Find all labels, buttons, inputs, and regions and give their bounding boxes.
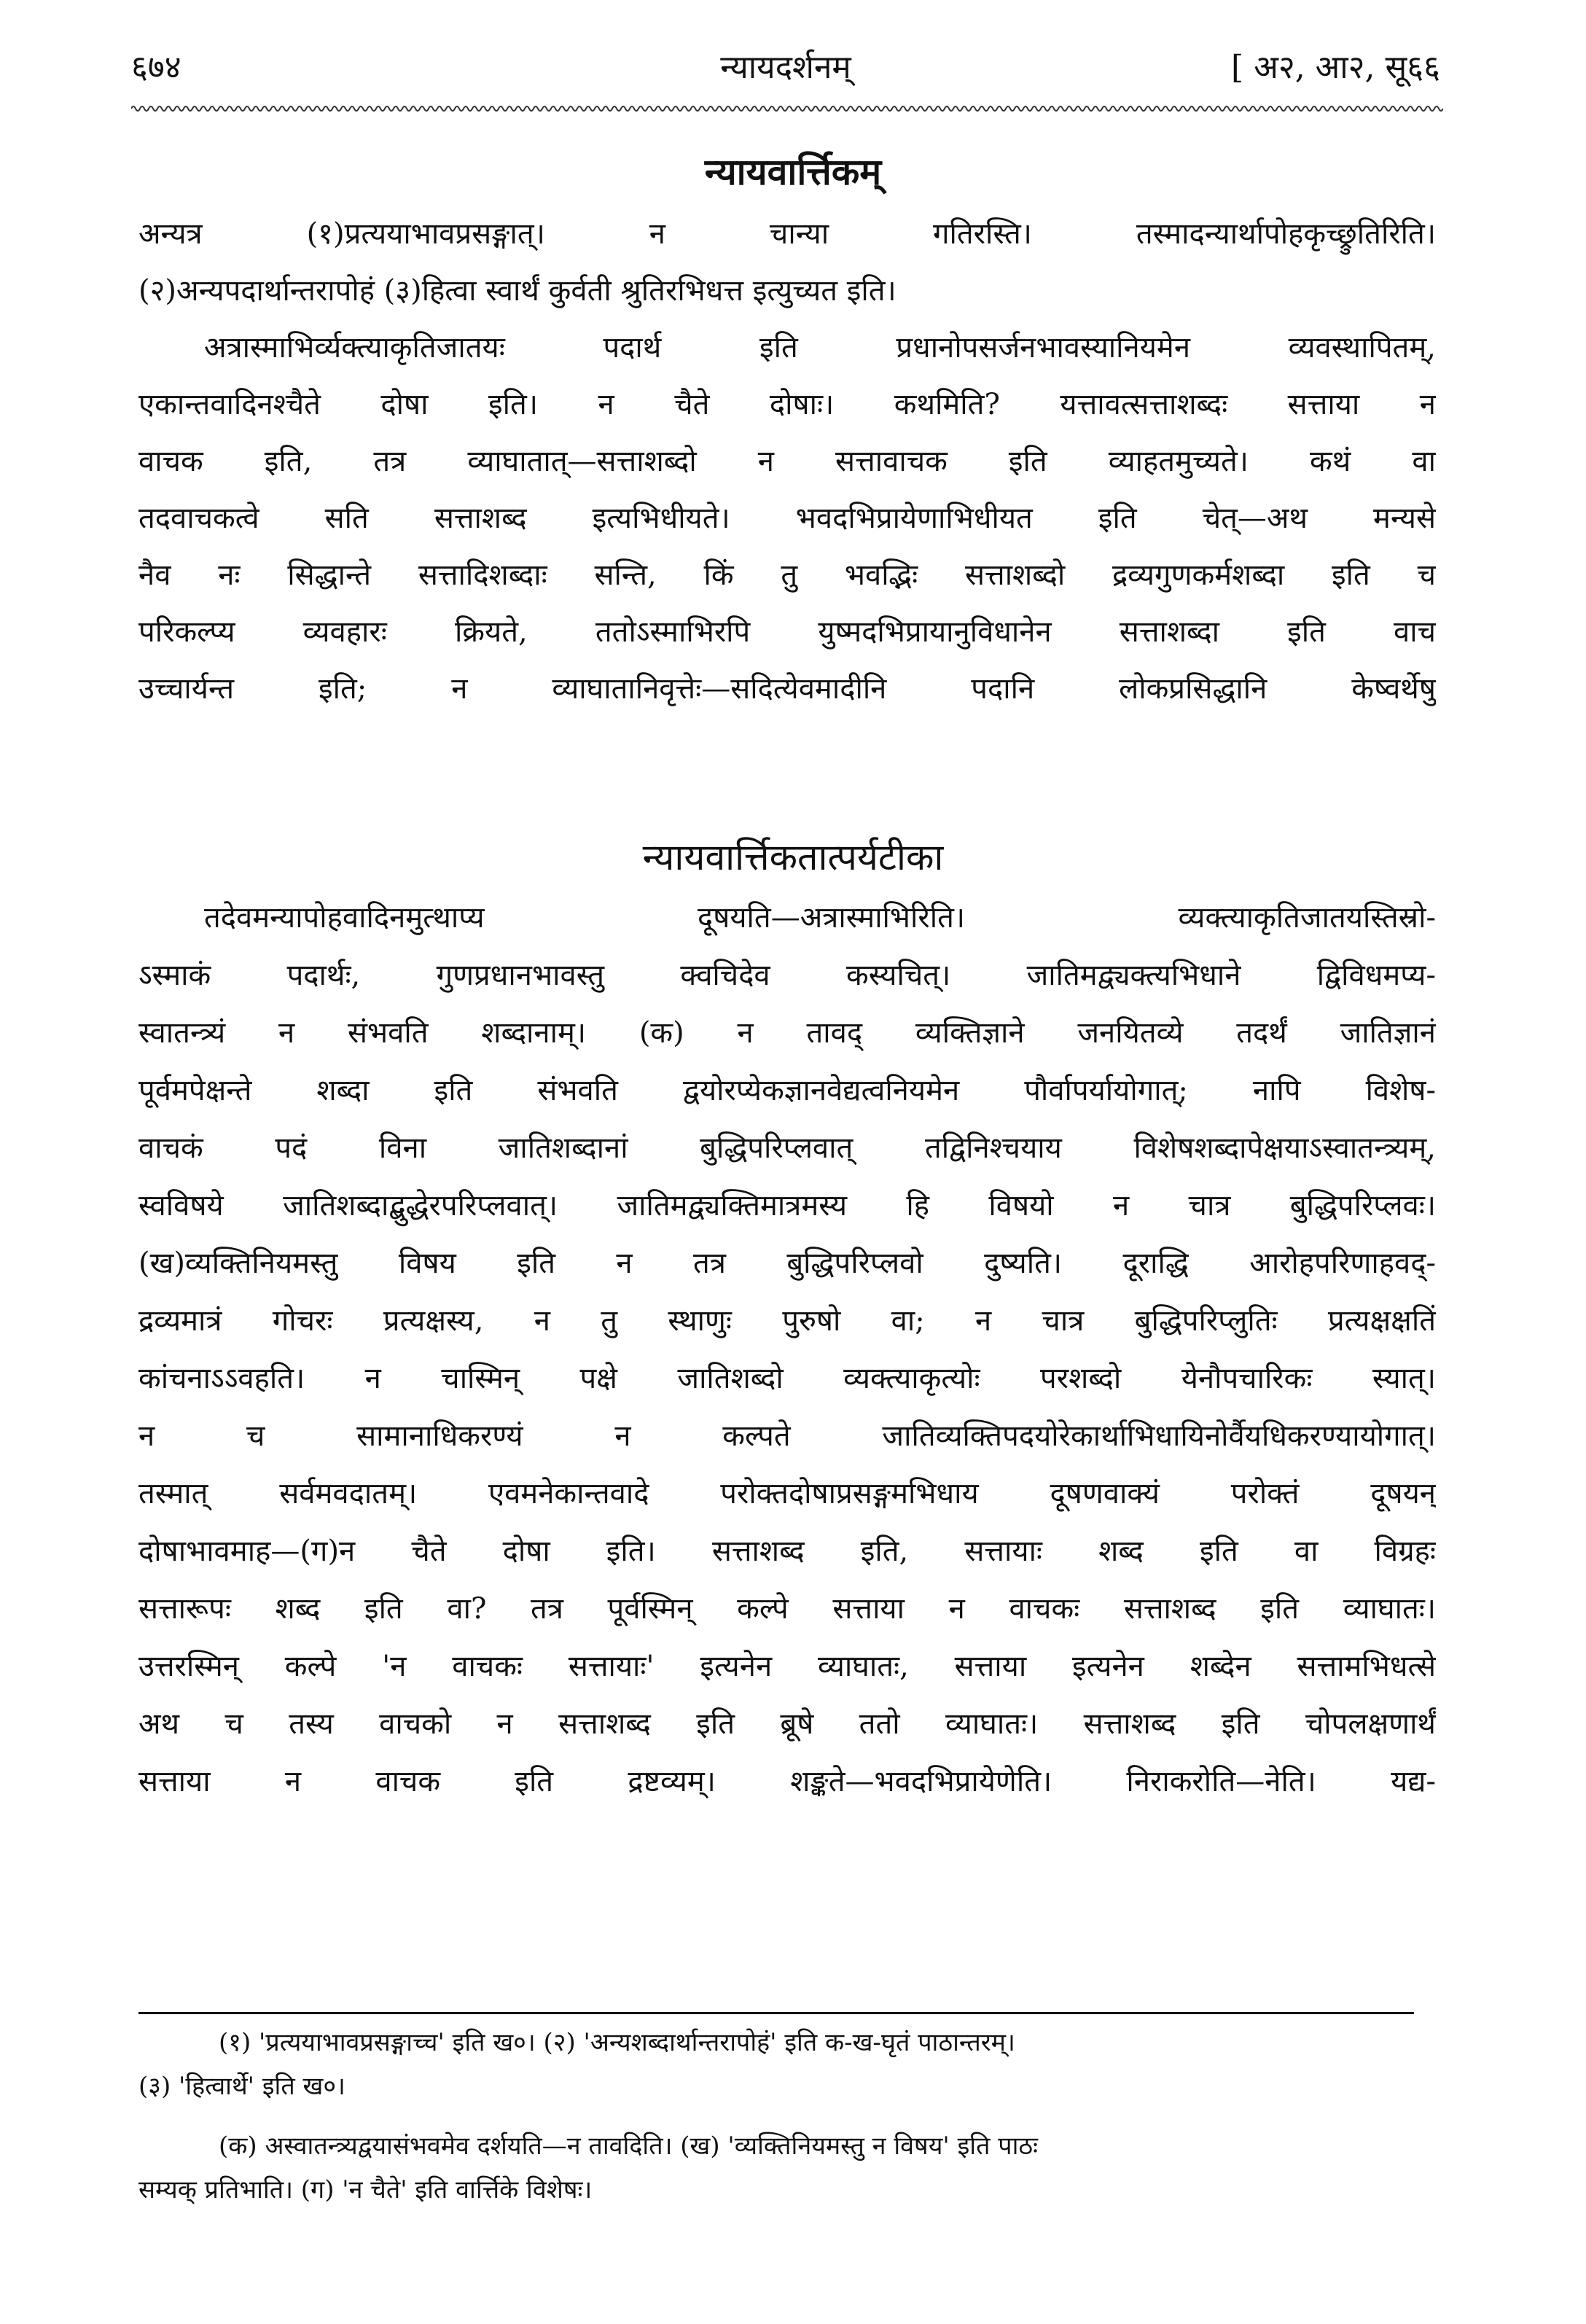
page-number: ६७४ [131,49,181,86]
footnote-line: (३) 'हित्वार्थे' इति ख०। [138,2072,345,2101]
text-line: कांचनाऽऽवहति। न चास्मिन् पक्षे जातिशब्दो व्यक्त्याकृत्योः परशब्दो येनौपचारिकः स्यात्। [138,1362,1436,1395]
text-line: न च सामानाधिकरण्यं न कल्पते जातिव्यक्तिपदयोरेकार्थाभिधायिनोर्वैयधिकरण्यायोगात्। [138,1419,1436,1453]
tika-text [138,889,1436,1811]
page-header [131,42,1440,93]
text-line: (२)अन्यपदार्थान्तरापोहं (३)हित्वा स्वार्थं कुर्वती श्रुतिरभिधत्त इत्युच्यत इति। [138,274,896,308]
text-line: सत्तारूपः शब्द इति वा? तत्र पूर्वस्मिन् कल्पे सत्ताया न वाचकः सत्ताशब्द इति व्याघातः। [138,1592,1436,1626]
text-line: एकान्तवादिनश्चैते दोषा इति। न चैते दोषाः। कथमिति? यत्तावत्सत्ताशब्दः सत्ताया न [138,388,1436,421]
text-line: द्रव्यमात्रं गोचरः प्रत्यक्षस्य, न तु स्थाणुः पुरुषो वा; न चात्र बुद्धिपरिप्लुतिः प्रत्यक्षक्षतिं [138,1304,1436,1338]
text-line: तदवाचकत्वे सति सत्ताशब्द इत्यभिधीयते। भवदभिप्रायेणाभिधीयत इति चेत्—अथ मन्यसे [138,502,1436,535]
text-line: वाचकं पदं विना जातिशब्दानां बुद्धिपरिप्लवात् तद्विनिश्चयाय विशेषशब्दापेक्षयाऽस्वातन्त्र्यम्, [138,1131,1436,1165]
text-line: वाचक इति, तत्र व्याघातात्—सत्ताशब्दो न सत्तावाचक इति व्याहतमुच्यते। कथं वा [138,445,1436,478]
text-line: (ख)व्यक्तिनियमस्तु विषय इति न तत्र बुद्धिपरिप्लवो दुष्यति। दूराद्धि आरोहपरिणाहवद्- [138,1247,1436,1280]
text-line: परिकल्प्य व्यवहारः क्रियते, ततोऽस्माभिरपि युष्मदभिप्रायानुविधानेन सत्ताशब्दा इति वाच [138,615,1436,649]
vartika-text [138,206,1436,717]
footnote-line: सम्यक् प्रतिभाति। (ग) 'न चैते' इति वार्त्तिके विशेषः। [138,2175,593,2204]
text-line: उत्तरस्मिन् कल्पे 'न वाचकः सत्तायाः' इत्यनेन व्याघातः, सत्ताया इत्यनेन शब्देन सत्तामभिधत्से [138,1650,1436,1683]
text-line: तस्मात् सर्वमवदातम्। एवमनेकान्तवादे परोक्तदोषाप्रसङ्गमभिधाय दूषणवाक्यं परोक्तं दूषयन् [138,1477,1436,1510]
footnote-divider [138,2012,1414,2014]
vartika-heading: न्यायवार्त्तिकम् [704,150,882,193]
text-line: ऽस्माकं पदार्थः, गुणप्रधानभावस्तु क्वचिदेव कस्यचित्। जातिमद्व्यक्त्यभिधाने द्विविधमप्य- [138,959,1436,992]
footnote-line: (१) 'प्रत्ययाभावप्रसङ्गाच्च' इति ख०। (२) 'अन्यशब्दार्थान्तरापोहं' इति क-ख-घृतं पाठान्तरम्। [219,2028,1015,2057]
text-line: उच्चार्यन्त इति; न व्याघातानिवृत्तेः—सदित्येवमादीनि पदानि लोकप्रसिद्धानि केष्वर्थेषु [138,672,1436,706]
text-line: दोषाभावमाह—(ग)न चैते दोषा इति। सत्ताशब्द इति, सत्तायाः शब्द इति वा विग्रहः [138,1535,1436,1568]
running-title: न्यायदर्शनम् [720,49,851,86]
text-line: अत्रास्माभिर्व्यक्त्याकृतिजातयः पदार्थ इति प्रधानोपसर्जनभावस्यानियमेन व्यवस्थापितम्, [204,331,1436,364]
text-line: नैव नः सिद्धान्ते सत्तादिशब्दाः सन्ति, किं तु भवद्भिः सत्ताशब्दो द्रव्यगुणकर्मशब्दा इति च [138,558,1436,592]
text-line: अन्यत्र (१)प्रत्ययाभावप्रसङ्गात्। न चान्या गतिरस्ति। तस्मादन्यार्थापोहकृच्छ्रुतिरिति। [138,217,1436,251]
footnotes [138,2021,1436,2212]
text-line: सत्ताया न वाचक इति द्रष्टव्यम्। शङ्कते—भवदभिप्रायेणेति। निराकरोति—नेति। यद्य- [138,1765,1436,1798]
text-line: तदेवमन्यापोहवादिनमुत्थाप्य दूषयति—अत्रास्माभिरिति। व्यक्त्याकृतिजातयस्तिस्रो- [204,901,1436,935]
header-wavy-rule [131,102,1443,115]
text-line: स्वविषये जातिशब्दाद्बुद्धेरपरिप्लवात्। जातिमद्व्यक्तिमात्रमस्य हि विषयो न चात्र बुद्धिपरिप्लवः। [138,1189,1436,1223]
text-line: अथ च तस्य वाचको न सत्ताशब्द इति ब्रूषे ततो व्याघातः। सत्ताशब्द इति चोपलक्षणार्थं [138,1707,1436,1741]
footnote-line: (क) अस्वातन्त्र्यद्वयासंभवमेव दर्शयति—न तावदिति। (ख) 'व्यक्तिनियमस्तु न विषय' इति पाठः [219,2132,1039,2161]
tika-heading: न्यायवार्त्तिकतात्पर्यटीका [642,836,944,878]
chapter-reference: [ अ२, आ२, सू६६ [1231,49,1440,86]
text-line: पूर्वमपेक्षन्ते शब्दा इति संभवति द्वयोरप्येकज्ञानवेद्यत्वनियमेन पौर्वापर्यायोगात्; नापि विशेष- [138,1074,1436,1107]
text-line: स्वातन्त्र्यं न संभवति शब्दानाम्। (क) न तावद् व्यक्तिज्ञाने जनयितव्ये तदर्थं जातिज्ञानं [138,1016,1436,1050]
